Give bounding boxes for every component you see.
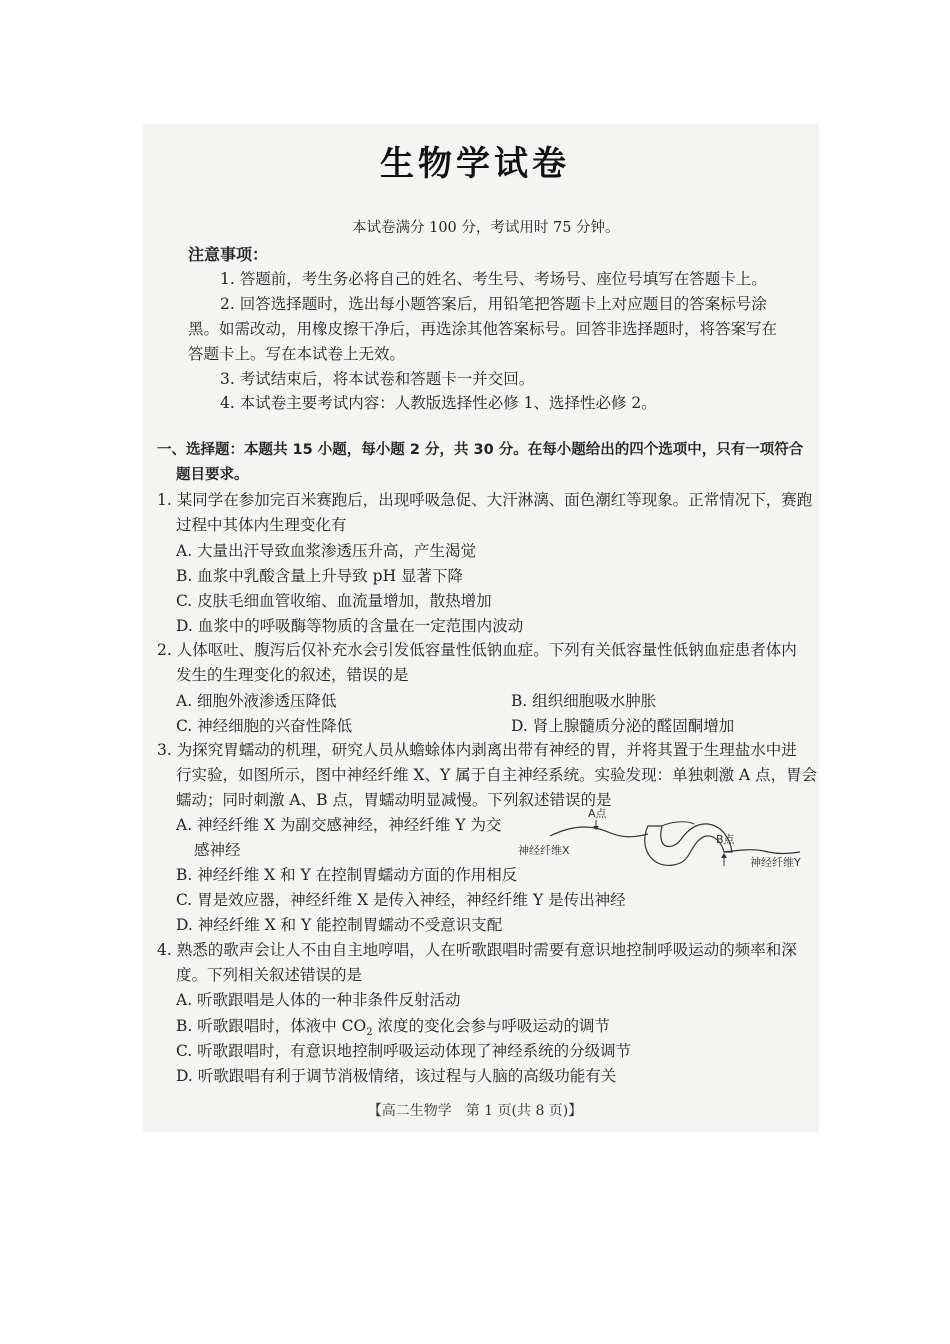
q2-stem-cont: 发生的生理变化的叙述，错误的是: [176, 666, 409, 684]
q3-option-a-cont: 感神经: [194, 841, 241, 859]
q4-option-d: D. 听歌跟唱有利于调节消极情绪，该过程与人脑的高级功能有关: [176, 1067, 617, 1085]
notice-item: 答题卡上。写在本试卷上无效。: [188, 345, 406, 363]
exam-info: 本试卷满分 100 分，考试用时 75 分钟。: [352, 220, 620, 236]
label-a-point: A点: [588, 808, 607, 820]
q1-option-c: C. 皮肤毛细血管收缩、血流量增加，散热增加: [176, 592, 492, 610]
section-heading-cont: 题目要求。: [176, 467, 249, 483]
q4-option-b: [176, 1016, 610, 1043]
stomach-top-curve: [662, 822, 694, 826]
page-title: 生物学试卷: [380, 144, 570, 184]
label-nerve-y: 神经纤维Y: [750, 856, 801, 869]
label-nerve-x: 神经纤维X: [518, 844, 570, 857]
notice-item: 3. 考试结束后，将本试卷和答题卡一并交回。: [220, 370, 535, 388]
q3-stem: 3. 为探究胃蠕动的机理，研究人员从蟾蜍体内剥离出带有神经的胃，并将其置于生理盐水中进: [157, 741, 797, 759]
q4-option-b-subscript: 2: [366, 1027, 373, 1039]
notice-item: 4. 本试卷主要考试内容：人教版选择性必修 1、选择性必修 2。: [220, 394, 657, 412]
notice-heading: 注意事项：: [188, 245, 269, 264]
q4-option-b-text: B. 听歌跟唱时，体液中 CO: [176, 1017, 367, 1035]
section-heading: 一、选择题：本题共 15 小题，每小题 2 分，共 30 分。在每小题给出的四个选项中，只有一项符合: [157, 442, 804, 458]
q4-stem: 4. 熟悉的歌声会让人不由自主地哼唱，人在听歌跟唱时需要有意识地控制呼吸运动的频率和深: [157, 941, 797, 959]
notice-item: 1. 答题前，考生务必将自己的姓名、考生号、考场号、座位号填写在答题卡上。: [220, 270, 767, 288]
notice-item: 2. 回答选择题时，选出每小题答案后，用铅笔把答题卡上对应题目的答案标号涂: [220, 295, 767, 313]
q1-stem: 1. 某同学在参加完百米赛跑后，出现呼吸急促、大汗淋漓、面色潮红等现象。正常情况下，赛跑: [157, 491, 813, 509]
q3-option-a: A. 神经纤维 X 为副交感神经，神经纤维 Y 为交: [176, 816, 502, 834]
q2-option-d: D. 肾上腺髓质分泌的醛固酮增加: [511, 717, 735, 735]
notice-item: 黑。如需改动，用橡皮擦干净后，再选涂其他答案标号。回答非选择题时，将答案写在: [188, 320, 778, 338]
q1-option-b: B. 血浆中乳酸含量上升导致 pH 显著下降: [176, 567, 464, 585]
q2-option-a: A. 细胞外液渗透压降低: [176, 692, 337, 710]
nerve-fiber-y: [724, 850, 800, 854]
q3-stem-cont: 蠕动；同时刺激 A、B 点，胃蠕动明显减慢。下列叙述错误的是: [176, 791, 612, 809]
q2-option-c: C. 神经细胞的兴奋性降低: [176, 717, 353, 735]
q3-stem-cont: 行实验，如图所示，图中神经纤维 X、Y 属于自主神经系统。实验发现：单独刺激 A 点，胃会: [176, 766, 818, 784]
q4-option-b-text-end: 浓度的变化会参与呼吸运动的调节: [372, 1017, 611, 1035]
page-footer: 【高二生物学 第 1 页(共 8 页)】: [367, 1103, 583, 1119]
label-b-point: B点: [716, 833, 735, 846]
q3-option-b: B. 神经纤维 X 和 Y 在控制胃蠕动方面的作用相反: [176, 866, 518, 884]
q1-option-d: D. 血浆中的呼吸酶等物质的含量在一定范围内波动: [176, 617, 524, 635]
stomach-nerve-figure: [510, 808, 810, 880]
q3-option-c: C. 胃是效应器，神经纤维 X 是传入神经，神经纤维 Y 是传出神经: [176, 891, 626, 909]
q1-option-a: A. 大量出汗导致血浆渗透压升高，产生渴觉: [176, 542, 477, 560]
q4-option-a: A. 听歌跟唱是人体的一种非条件反射活动: [176, 991, 461, 1009]
nerve-fiber-x: [550, 827, 648, 837]
b-point-arrowhead: [721, 853, 727, 858]
q3-option-d: D. 神经纤维 X 和 Y 能控制胃蠕动不受意识支配: [176, 916, 503, 934]
q4-option-c: C. 听歌跟唱时，有意识地控制呼吸运动体现了神经系统的分级调节: [176, 1042, 632, 1060]
q2-option-b: B. 组织细胞吸水肿胀: [511, 692, 657, 710]
q4-stem-cont: 度。下列相关叙述错误的是: [176, 966, 363, 984]
q1-stem-cont: 过程中其体内生理变化有: [176, 516, 347, 534]
q2-stem: 2. 人体呕吐、腹泻后仅补充水会引发低容量性低钠血症。下列有关低容量性低钠血症患者体内: [157, 641, 797, 659]
